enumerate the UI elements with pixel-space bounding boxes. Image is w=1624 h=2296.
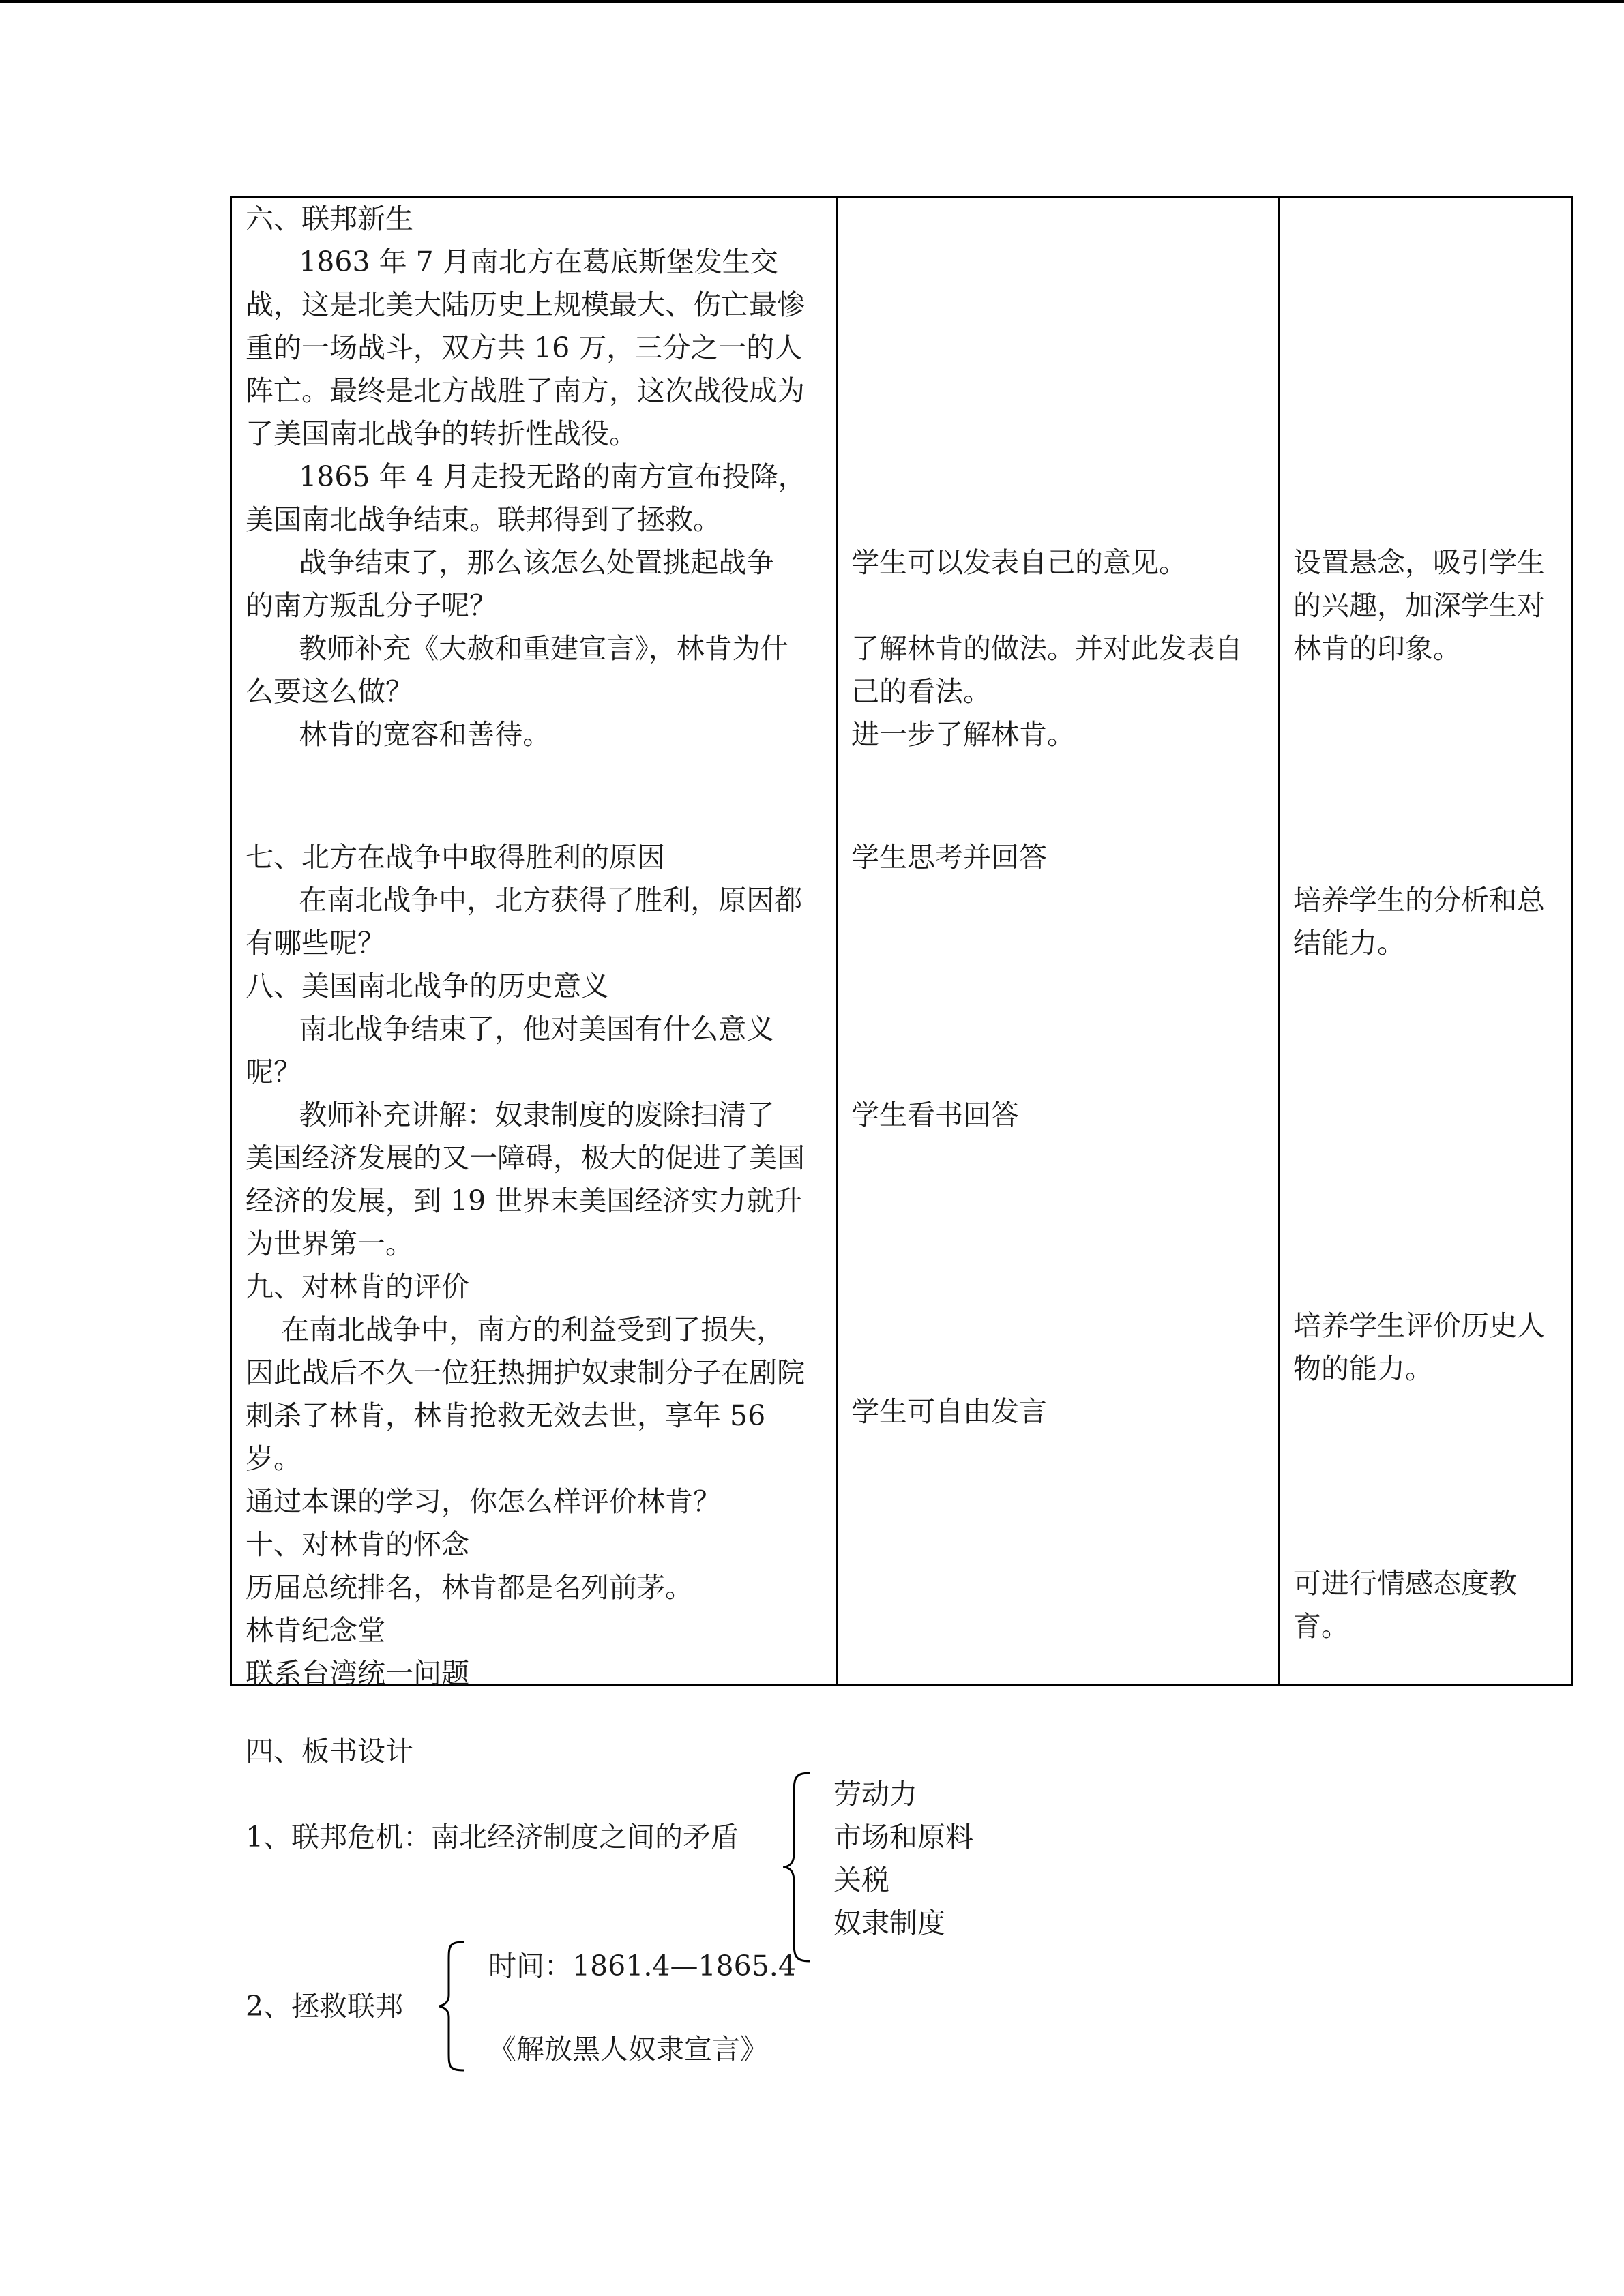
content-line: 经济的发展，到 19 世界末美国经济实力就升 (246, 1184, 803, 1217)
board-item-1-branch: 市场和原料 (833, 1821, 973, 1853)
student-activity-line: 了解林肯的做法。并对此发表自 (851, 632, 1243, 665)
content-line: 有哪些呢？ (246, 927, 385, 959)
content-line: 为世界第一。 (246, 1227, 413, 1260)
content-line: 了美国南北战争的转折性战役。 (246, 417, 637, 450)
section-heading-10: 十、对林肯的怀念 (246, 1528, 469, 1561)
design-intent-line: 培养学生的分析和总 (1293, 884, 1545, 916)
content-line: 重的一场战斗，双方共 16 万，三分之一的人 (246, 331, 803, 364)
top-rule (0, 0, 1624, 3)
curly-brace-icon (783, 1770, 813, 1964)
content-line: 美国经济发展的又一障碍，极大的促进了美国 (246, 1142, 805, 1174)
content-line: 岁。 (246, 1442, 301, 1475)
student-activity-line: 进一步了解林肯。 (851, 718, 1075, 751)
student-activity-line: 学生看书回答 (851, 1099, 1019, 1131)
student-activity-line: 学生思考并回答 (851, 841, 1047, 874)
board-item-2-branch: 时间：1861.4—1865.4 (488, 1950, 796, 1982)
content-line: 战争结束了，那么该怎么处置挑起战争 (246, 546, 775, 579)
content-line: 联系台湾统一问题 (246, 1657, 469, 1690)
content-line: 林肯纪念堂 (246, 1614, 385, 1647)
design-intent-line: 的兴趣，加深学生对 (1293, 589, 1545, 622)
curly-brace-icon (437, 1939, 467, 2073)
board-item-1-branch: 奴隶制度 (833, 1907, 945, 1939)
student-activity-line: 学生可自由发言 (851, 1395, 1047, 1428)
design-intent-line: 可进行情感态度教 (1293, 1567, 1517, 1600)
content-line: 美国南北战争结束。联邦得到了拯救。 (246, 503, 721, 536)
board-design-title: 四、板书设计 (246, 1735, 413, 1768)
board-item-2-label: 2、拯救联邦 (246, 1990, 404, 2023)
board-item-1-branch: 关税 (833, 1864, 889, 1896)
content-line: 教师补充讲解：奴隶制度的废除扫清了 (246, 1099, 775, 1131)
column-divider-2 (1278, 198, 1280, 1684)
content-line: 1863 年 7 月南北方在葛底斯堡发生交 (246, 245, 778, 278)
content-line: 在南北战争中，南方的利益受到了损失， (246, 1313, 785, 1346)
section-heading-6: 六、联邦新生 (246, 203, 413, 235)
board-item-1-branch: 劳动力 (833, 1778, 917, 1810)
section-heading-7: 七、北方在战争中取得胜利的原因 (246, 841, 665, 874)
section-heading-8: 八、美国南北战争的历史意义 (246, 970, 609, 1002)
design-intent-line: 培养学生评价历史人 (1293, 1309, 1545, 1342)
board-item-2-branch: 《解放黑人奴隶宣言》 (488, 2033, 768, 2066)
content-line: 的南方叛乱分子呢？ (246, 589, 497, 622)
content-line: 呢？ (246, 1056, 301, 1088)
column-divider-1 (836, 198, 838, 1684)
design-intent-line: 设置悬念，吸引学生 (1293, 546, 1545, 579)
content-line: 南北战争结束了，他对美国有什么意义 (246, 1013, 775, 1045)
student-activity-line: 己的看法。 (851, 675, 991, 708)
content-line: 林肯的宽容和善待。 (246, 718, 551, 751)
content-line: 么要这么做？ (246, 675, 413, 708)
section-heading-9: 九、对林肯的评价 (246, 1270, 469, 1303)
content-line: 刺杀了林肯，林肯抢救无效去世，享年 56 (246, 1399, 766, 1432)
content-line: 在南北战争中，北方获得了胜利，原因都 (246, 884, 803, 916)
content-line: 1865 年 4 月走投无路的南方宣布投降， (246, 460, 806, 493)
board-item-1-label: 1、联邦危机：南北经济制度之间的矛盾 (246, 1821, 739, 1853)
content-line: 教师补充《大赦和重建宣言》，林肯为什 (246, 632, 788, 665)
content-line: 通过本课的学习，你怎么样评价林肯？ (246, 1485, 721, 1518)
content-line: 战，这是北美大陆历史上规模最大、伤亡最惨 (246, 288, 805, 321)
content-line: 历届总统排名，林肯都是名列前茅。 (246, 1571, 693, 1604)
design-intent-line: 物的能力。 (1293, 1352, 1433, 1385)
design-intent-line: 林肯的印象。 (1293, 632, 1461, 665)
design-intent-line: 结能力。 (1293, 927, 1405, 959)
content-line: 因此战后不久一位狂热拥护奴隶制分子在剧院 (246, 1356, 805, 1389)
design-intent-line: 育。 (1293, 1610, 1349, 1643)
student-activity-line: 学生可以发表自己的意见。 (851, 546, 1187, 579)
content-line: 阵亡。最终是北方战胜了南方，这次战役成为 (246, 374, 805, 407)
